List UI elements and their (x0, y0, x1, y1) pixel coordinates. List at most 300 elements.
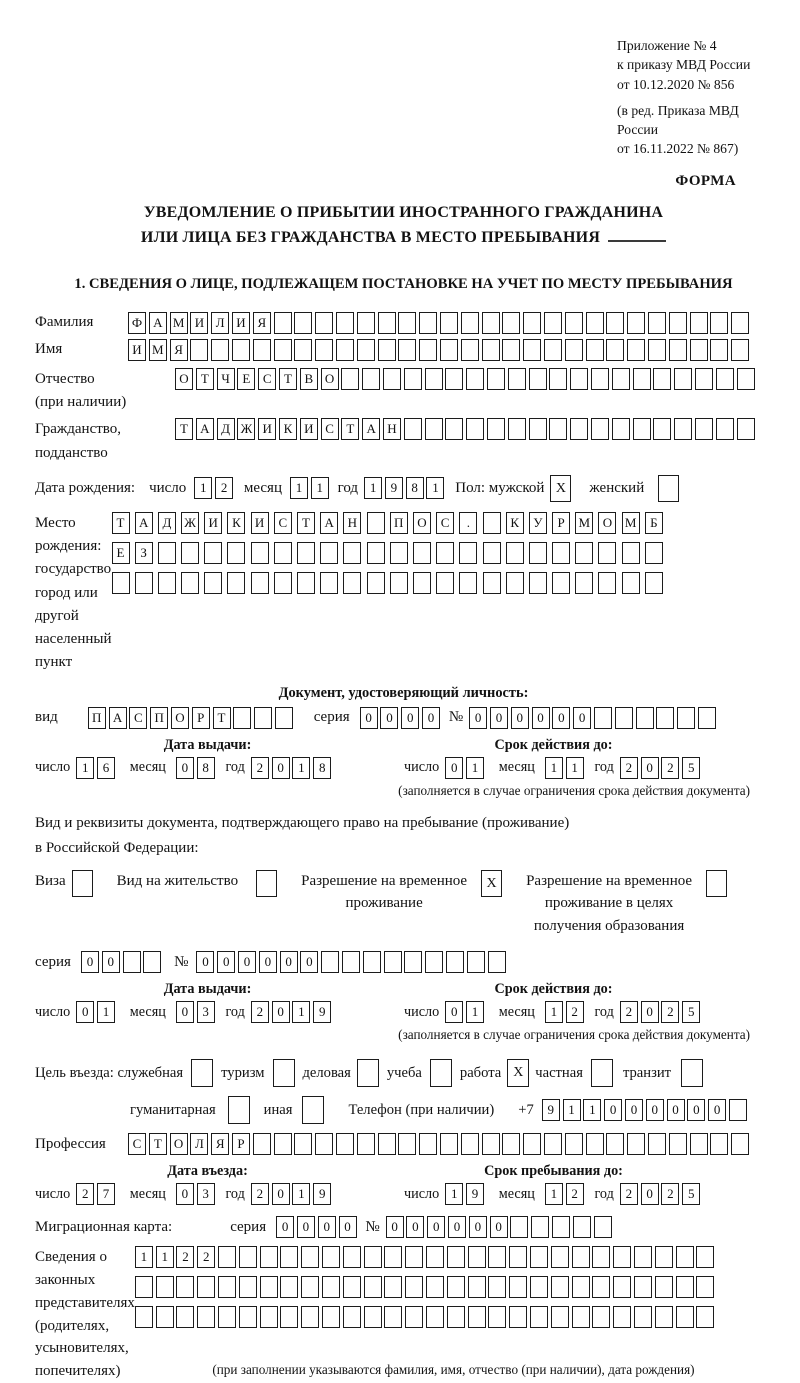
char-cell[interactable]: Я (211, 1133, 229, 1155)
char-cell[interactable] (181, 542, 199, 564)
char-cell[interactable] (529, 572, 547, 594)
char-cell[interactable]: Р (552, 512, 570, 534)
char-cell[interactable] (523, 312, 541, 334)
char-cell[interactable]: 8 (197, 757, 215, 779)
char-cell[interactable]: Е (112, 542, 130, 564)
char-cell[interactable]: 1 (545, 757, 563, 779)
male-checkbox[interactable]: X (550, 475, 571, 502)
char-cell[interactable] (468, 1246, 486, 1268)
char-cell[interactable]: Д (158, 512, 176, 534)
char-cell[interactable] (613, 1276, 631, 1298)
char-cell[interactable]: 9 (313, 1183, 331, 1205)
char-cell[interactable] (677, 707, 695, 729)
char-cell[interactable]: 2 (566, 1001, 584, 1023)
char-cell[interactable]: 1 (426, 477, 444, 499)
char-cell[interactable]: 0 (81, 951, 99, 973)
char-cell[interactable] (143, 951, 161, 973)
char-cell[interactable] (565, 339, 583, 361)
char-cell[interactable] (710, 1133, 728, 1155)
char-cell[interactable]: 1 (292, 757, 310, 779)
char-cell[interactable]: Ж (237, 418, 255, 440)
char-cell[interactable]: 0 (300, 951, 318, 973)
char-cell[interactable] (729, 1099, 747, 1121)
char-cell[interactable]: П (390, 512, 408, 534)
char-cell[interactable] (274, 1133, 292, 1155)
char-cell[interactable]: К (227, 512, 245, 534)
char-cell[interactable] (575, 542, 593, 564)
char-cell[interactable] (622, 542, 640, 564)
char-cell[interactable]: Т (279, 368, 297, 390)
char-cell[interactable]: А (109, 707, 127, 729)
char-cell[interactable] (321, 951, 339, 973)
char-cell[interactable]: 2 (566, 1183, 584, 1205)
char-cell[interactable] (211, 339, 229, 361)
char-cell[interactable] (459, 572, 477, 594)
char-cell[interactable]: 0 (280, 951, 298, 973)
char-cell[interactable] (426, 1276, 444, 1298)
char-cell[interactable] (260, 1306, 278, 1328)
char-cell[interactable] (112, 572, 130, 594)
char-cell[interactable] (648, 1133, 666, 1155)
char-cell[interactable] (570, 418, 588, 440)
char-cell[interactable] (506, 572, 524, 594)
char-cell[interactable] (343, 1306, 361, 1328)
char-cell[interactable] (251, 572, 269, 594)
char-cell[interactable] (440, 339, 458, 361)
char-cell[interactable] (320, 572, 338, 594)
char-cell[interactable]: 0 (339, 1216, 357, 1238)
char-cell[interactable]: Д (217, 418, 235, 440)
tourism-checkbox[interactable] (273, 1059, 295, 1087)
char-cell[interactable] (280, 1306, 298, 1328)
char-cell[interactable] (544, 339, 562, 361)
char-cell[interactable] (274, 312, 292, 334)
char-cell[interactable]: 3 (197, 1001, 215, 1023)
char-cell[interactable] (483, 542, 501, 564)
char-cell[interactable]: С (258, 368, 276, 390)
char-cell[interactable] (529, 542, 547, 564)
char-cell[interactable] (731, 339, 749, 361)
char-cell[interactable]: 1 (583, 1099, 601, 1121)
female-checkbox[interactable] (658, 475, 679, 502)
char-cell[interactable] (572, 1246, 590, 1268)
char-cell[interactable]: 8 (313, 757, 331, 779)
char-cell[interactable] (390, 572, 408, 594)
char-cell[interactable] (274, 572, 292, 594)
char-cell[interactable] (552, 542, 570, 564)
char-cell[interactable] (575, 572, 593, 594)
char-cell[interactable] (294, 339, 312, 361)
char-cell[interactable] (367, 512, 385, 534)
char-cell[interactable]: Т (297, 512, 315, 534)
char-cell[interactable]: А (135, 512, 153, 534)
char-cell[interactable] (260, 1246, 278, 1268)
char-cell[interactable]: А (320, 512, 338, 534)
char-cell[interactable]: 2 (197, 1246, 215, 1268)
char-cell[interactable]: Р (232, 1133, 250, 1155)
char-cell[interactable] (341, 368, 359, 390)
char-cell[interactable] (176, 1306, 194, 1328)
char-cell[interactable]: 0 (573, 707, 591, 729)
char-cell[interactable] (364, 1306, 382, 1328)
char-cell[interactable] (445, 368, 463, 390)
char-cell[interactable] (398, 1133, 416, 1155)
char-cell[interactable] (573, 1216, 591, 1238)
char-cell[interactable] (648, 339, 666, 361)
char-cell[interactable] (506, 542, 524, 564)
char-cell[interactable] (343, 572, 361, 594)
char-cell[interactable]: П (88, 707, 106, 729)
char-cell[interactable] (483, 512, 501, 534)
char-cell[interactable] (446, 951, 464, 973)
char-cell[interactable] (363, 951, 381, 973)
char-cell[interactable] (322, 1246, 340, 1268)
char-cell[interactable]: 9 (542, 1099, 560, 1121)
char-cell[interactable]: 1 (545, 1183, 563, 1205)
char-cell[interactable]: Ч (217, 368, 235, 390)
char-cell[interactable] (461, 312, 479, 334)
char-cell[interactable] (530, 1306, 548, 1328)
char-cell[interactable] (698, 707, 716, 729)
char-cell[interactable]: Б (645, 512, 663, 534)
char-cell[interactable] (488, 1276, 506, 1298)
char-cell[interactable] (622, 572, 640, 594)
char-cell[interactable] (461, 339, 479, 361)
char-cell[interactable] (549, 418, 567, 440)
char-cell[interactable] (710, 312, 728, 334)
char-cell[interactable] (731, 312, 749, 334)
char-cell[interactable] (239, 1306, 257, 1328)
char-cell[interactable]: 0 (604, 1099, 622, 1121)
char-cell[interactable]: 2 (176, 1246, 194, 1268)
char-cell[interactable] (253, 339, 271, 361)
char-cell[interactable] (176, 1276, 194, 1298)
char-cell[interactable]: 1 (135, 1246, 153, 1268)
char-cell[interactable]: 2 (251, 757, 269, 779)
char-cell[interactable] (669, 1133, 687, 1155)
char-cell[interactable]: С (128, 1133, 146, 1155)
char-cell[interactable] (158, 542, 176, 564)
char-cell[interactable] (135, 572, 153, 594)
char-cell[interactable] (135, 1306, 153, 1328)
char-cell[interactable] (436, 572, 454, 594)
char-cell[interactable] (676, 1246, 694, 1268)
char-cell[interactable]: 1 (76, 757, 94, 779)
char-cell[interactable]: 0 (490, 707, 508, 729)
other-checkbox[interactable] (302, 1096, 324, 1124)
char-cell[interactable] (440, 312, 458, 334)
char-cell[interactable] (716, 418, 734, 440)
char-cell[interactable]: 0 (532, 707, 550, 729)
char-cell[interactable]: 0 (217, 951, 235, 973)
char-cell[interactable] (690, 1133, 708, 1155)
char-cell[interactable] (483, 572, 501, 594)
char-cell[interactable] (598, 572, 616, 594)
char-cell[interactable] (384, 1246, 402, 1268)
char-cell[interactable]: Т (149, 1133, 167, 1155)
char-cell[interactable] (158, 572, 176, 594)
char-cell[interactable]: 9 (385, 477, 403, 499)
char-cell[interactable] (364, 1246, 382, 1268)
char-cell[interactable] (592, 1306, 610, 1328)
char-cell[interactable]: 3 (197, 1183, 215, 1205)
char-cell[interactable] (529, 418, 547, 440)
char-cell[interactable]: 2 (661, 757, 679, 779)
char-cell[interactable] (633, 418, 651, 440)
char-cell[interactable] (404, 418, 422, 440)
char-cell[interactable] (336, 312, 354, 334)
transit-checkbox[interactable] (681, 1059, 703, 1087)
char-cell[interactable]: 0 (422, 707, 440, 729)
char-cell[interactable]: Я (170, 339, 188, 361)
visa-checkbox[interactable] (72, 870, 93, 897)
char-cell[interactable] (572, 1306, 590, 1328)
char-cell[interactable] (508, 418, 526, 440)
char-cell[interactable]: 0 (76, 1001, 94, 1023)
char-cell[interactable] (315, 312, 333, 334)
char-cell[interactable] (551, 1246, 569, 1268)
char-cell[interactable] (615, 707, 633, 729)
char-cell[interactable]: А (196, 418, 214, 440)
char-cell[interactable] (648, 312, 666, 334)
char-cell[interactable]: 1 (292, 1001, 310, 1023)
char-cell[interactable] (447, 1276, 465, 1298)
char-cell[interactable] (436, 542, 454, 564)
char-cell[interactable]: С (274, 512, 292, 534)
char-cell[interactable]: 5 (682, 1001, 700, 1023)
char-cell[interactable] (570, 368, 588, 390)
char-cell[interactable] (669, 312, 687, 334)
char-cell[interactable]: 0 (427, 1216, 445, 1238)
char-cell[interactable] (529, 368, 547, 390)
char-cell[interactable]: А (149, 312, 167, 334)
char-cell[interactable] (551, 1276, 569, 1298)
char-cell[interactable] (531, 1216, 549, 1238)
char-cell[interactable] (549, 368, 567, 390)
char-cell[interactable]: Л (190, 1133, 208, 1155)
char-cell[interactable]: 1 (466, 757, 484, 779)
char-cell[interactable] (398, 339, 416, 361)
char-cell[interactable] (239, 1246, 257, 1268)
char-cell[interactable] (315, 339, 333, 361)
char-cell[interactable] (419, 1133, 437, 1155)
char-cell[interactable]: М (149, 339, 167, 361)
char-cell[interactable]: И (251, 512, 269, 534)
char-cell[interactable] (674, 368, 692, 390)
char-cell[interactable] (586, 312, 604, 334)
char-cell[interactable] (405, 1306, 423, 1328)
char-cell[interactable]: А (362, 418, 380, 440)
char-cell[interactable] (565, 1133, 583, 1155)
char-cell[interactable] (636, 707, 654, 729)
char-cell[interactable] (378, 339, 396, 361)
char-cell[interactable] (426, 1246, 444, 1268)
char-cell[interactable] (384, 951, 402, 973)
char-cell[interactable]: П (150, 707, 168, 729)
char-cell[interactable] (523, 1133, 541, 1155)
work-checkbox[interactable]: X (507, 1059, 529, 1087)
char-cell[interactable]: 0 (625, 1099, 643, 1121)
char-cell[interactable] (405, 1246, 423, 1268)
char-cell[interactable] (357, 339, 375, 361)
char-cell[interactable] (461, 1133, 479, 1155)
char-cell[interactable] (459, 542, 477, 564)
char-cell[interactable] (591, 368, 609, 390)
char-cell[interactable] (523, 339, 541, 361)
residence-permit-checkbox[interactable] (256, 870, 277, 897)
char-cell[interactable]: 2 (251, 1183, 269, 1205)
char-cell[interactable] (592, 1246, 610, 1268)
char-cell[interactable]: 0 (641, 1183, 659, 1205)
char-cell[interactable] (606, 312, 624, 334)
char-cell[interactable] (467, 951, 485, 973)
char-cell[interactable]: 5 (682, 757, 700, 779)
char-cell[interactable] (627, 312, 645, 334)
char-cell[interactable]: 1 (292, 1183, 310, 1205)
char-cell[interactable]: 0 (552, 707, 570, 729)
char-cell[interactable] (655, 1276, 673, 1298)
char-cell[interactable] (612, 368, 630, 390)
char-cell[interactable]: 0 (511, 707, 529, 729)
char-cell[interactable] (487, 368, 505, 390)
char-cell[interactable] (634, 1246, 652, 1268)
char-cell[interactable] (627, 339, 645, 361)
char-cell[interactable]: Н (343, 512, 361, 534)
char-cell[interactable] (156, 1306, 174, 1328)
char-cell[interactable] (468, 1276, 486, 1298)
char-cell[interactable]: 1 (445, 1183, 463, 1205)
char-cell[interactable] (502, 312, 520, 334)
char-cell[interactable]: Т (112, 512, 130, 534)
char-cell[interactable]: 0 (641, 757, 659, 779)
char-cell[interactable] (301, 1246, 319, 1268)
char-cell[interactable] (227, 572, 245, 594)
char-cell[interactable]: 0 (448, 1216, 466, 1238)
char-cell[interactable] (227, 542, 245, 564)
char-cell[interactable] (594, 707, 612, 729)
char-cell[interactable] (655, 1306, 673, 1328)
char-cell[interactable]: 2 (620, 1183, 638, 1205)
char-cell[interactable] (634, 1276, 652, 1298)
char-cell[interactable]: 0 (276, 1216, 294, 1238)
private-checkbox[interactable] (591, 1059, 613, 1087)
char-cell[interactable] (530, 1246, 548, 1268)
char-cell[interactable]: 7 (97, 1183, 115, 1205)
char-cell[interactable] (404, 368, 422, 390)
char-cell[interactable] (260, 1276, 278, 1298)
char-cell[interactable] (343, 1276, 361, 1298)
char-cell[interactable]: С (321, 418, 339, 440)
char-cell[interactable] (586, 1133, 604, 1155)
char-cell[interactable]: 0 (238, 951, 256, 973)
char-cell[interactable] (204, 572, 222, 594)
char-cell[interactable] (488, 951, 506, 973)
char-cell[interactable]: 2 (76, 1183, 94, 1205)
char-cell[interactable] (362, 368, 380, 390)
char-cell[interactable] (656, 707, 674, 729)
char-cell[interactable]: Ф (128, 312, 146, 334)
char-cell[interactable]: 0 (176, 1001, 194, 1023)
char-cell[interactable]: 5 (682, 1183, 700, 1205)
char-cell[interactable] (502, 1133, 520, 1155)
char-cell[interactable]: 8 (406, 477, 424, 499)
char-cell[interactable] (390, 542, 408, 564)
char-cell[interactable] (633, 368, 651, 390)
business-checkbox[interactable] (357, 1059, 379, 1087)
study-checkbox[interactable] (430, 1059, 452, 1087)
char-cell[interactable]: 2 (620, 757, 638, 779)
char-cell[interactable]: 2 (215, 477, 233, 499)
char-cell[interactable] (598, 542, 616, 564)
char-cell[interactable] (669, 339, 687, 361)
char-cell[interactable]: 0 (641, 1001, 659, 1023)
char-cell[interactable]: 0 (272, 1183, 290, 1205)
char-cell[interactable]: 1 (566, 757, 584, 779)
char-cell[interactable] (586, 339, 604, 361)
char-cell[interactable] (552, 572, 570, 594)
char-cell[interactable] (343, 1246, 361, 1268)
char-cell[interactable] (343, 542, 361, 564)
char-cell[interactable] (218, 1306, 236, 1328)
char-cell[interactable]: 0 (401, 707, 419, 729)
char-cell[interactable]: 2 (661, 1001, 679, 1023)
char-cell[interactable] (364, 1276, 382, 1298)
char-cell[interactable] (572, 1276, 590, 1298)
char-cell[interactable] (613, 1246, 631, 1268)
char-cell[interactable]: У (529, 512, 547, 534)
char-cell[interactable]: 0 (469, 707, 487, 729)
char-cell[interactable]: С (129, 707, 147, 729)
char-cell[interactable] (674, 418, 692, 440)
char-cell[interactable] (322, 1276, 340, 1298)
char-cell[interactable] (190, 339, 208, 361)
char-cell[interactable]: 0 (646, 1099, 664, 1121)
char-cell[interactable]: В (300, 368, 318, 390)
char-cell[interactable] (502, 339, 520, 361)
char-cell[interactable] (425, 368, 443, 390)
char-cell[interactable] (253, 1133, 271, 1155)
char-cell[interactable] (510, 1216, 528, 1238)
char-cell[interactable] (627, 1133, 645, 1155)
char-cell[interactable]: Е (237, 368, 255, 390)
char-cell[interactable] (218, 1246, 236, 1268)
char-cell[interactable] (426, 1306, 444, 1328)
char-cell[interactable]: 9 (313, 1001, 331, 1023)
char-cell[interactable] (696, 1246, 714, 1268)
char-cell[interactable] (404, 951, 422, 973)
char-cell[interactable] (447, 1306, 465, 1328)
char-cell[interactable] (378, 1133, 396, 1155)
char-cell[interactable]: 0 (708, 1099, 726, 1121)
char-cell[interactable] (322, 1306, 340, 1328)
char-cell[interactable]: 0 (386, 1216, 404, 1238)
char-cell[interactable] (594, 1216, 612, 1238)
char-cell[interactable]: 0 (380, 707, 398, 729)
char-cell[interactable]: 0 (102, 951, 120, 973)
char-cell[interactable]: М (170, 312, 188, 334)
char-cell[interactable] (445, 418, 463, 440)
char-cell[interactable] (320, 542, 338, 564)
char-cell[interactable]: . (459, 512, 477, 534)
char-cell[interactable]: 1 (466, 1001, 484, 1023)
char-cell[interactable] (280, 1276, 298, 1298)
char-cell[interactable] (342, 951, 360, 973)
char-cell[interactable] (696, 1306, 714, 1328)
char-cell[interactable]: 1 (364, 477, 382, 499)
char-cell[interactable] (447, 1246, 465, 1268)
char-cell[interactable]: Я (253, 312, 271, 334)
char-cell[interactable]: 0 (176, 1183, 194, 1205)
